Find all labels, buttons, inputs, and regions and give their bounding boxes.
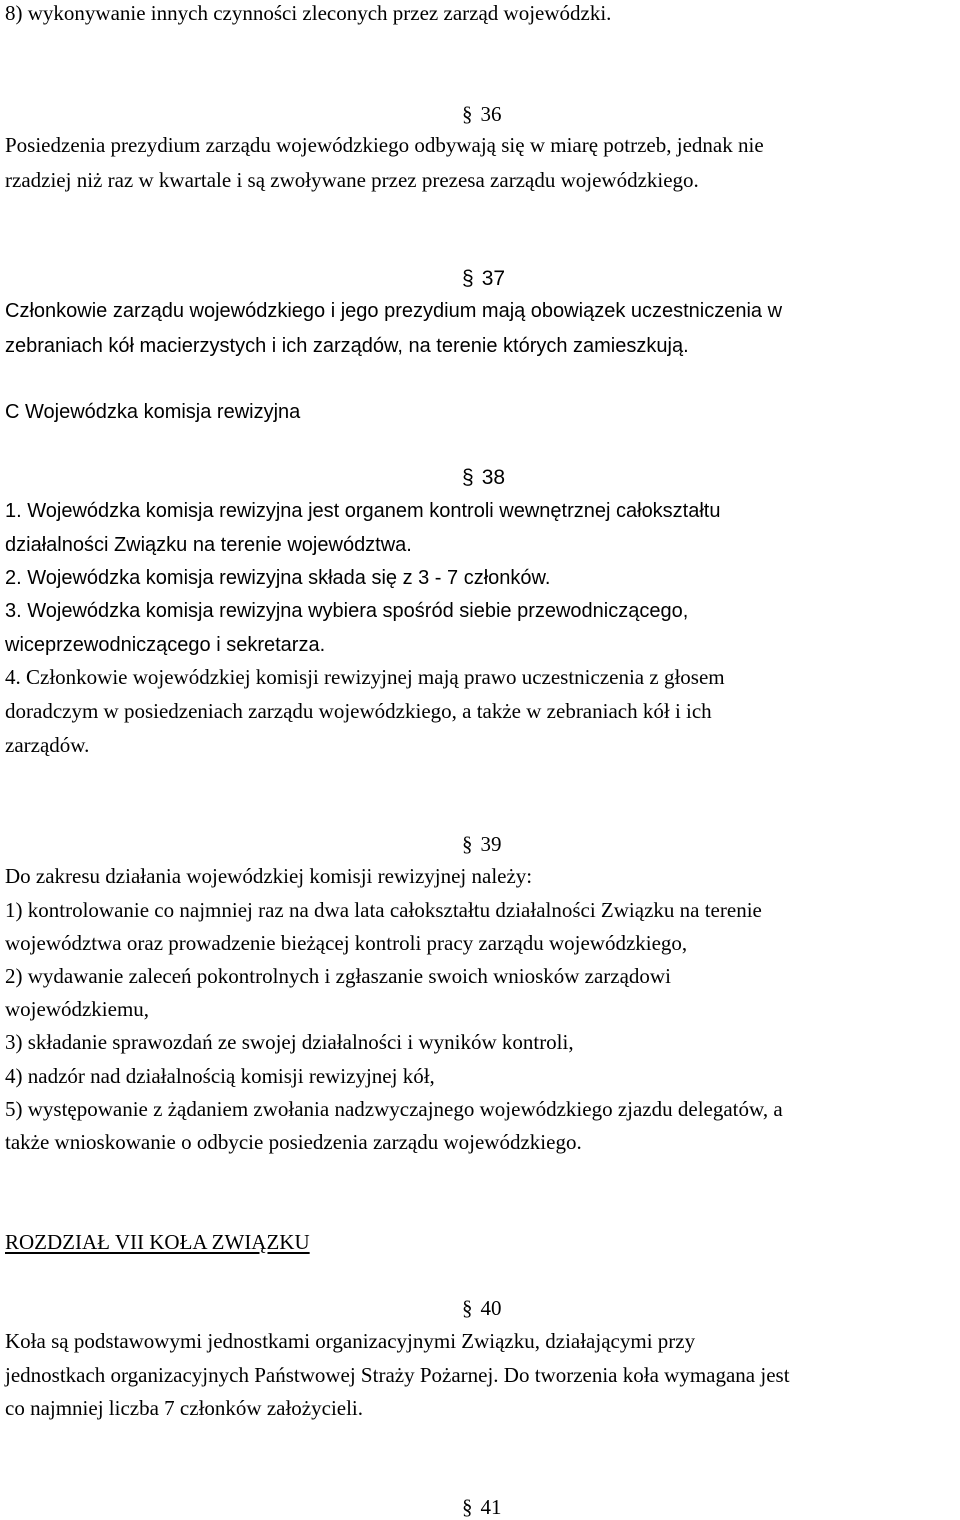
paragraph-heading-41 bbox=[462, 1494, 502, 1520]
paragraph-number: 40 bbox=[480, 1296, 502, 1320]
list-item: 5) występowanie z żądaniem zwołania nadzwyczajnego wojewódzkiego zjazdu delegatów, a bbox=[5, 1097, 783, 1121]
paragraph-number: 41 bbox=[480, 1495, 502, 1519]
section-symbol: § bbox=[462, 466, 474, 489]
paragraph-heading-36 bbox=[462, 101, 502, 127]
paragraph-number: 39 bbox=[480, 832, 502, 856]
text-line: Do zakresu działania wojewódzkiej komisji rewizyjnej należy: bbox=[5, 864, 533, 888]
text-line: także wnioskowanie o odbycie posiedzenia zarządu wojewódzkiego. bbox=[5, 1130, 582, 1154]
list-item: 4. Członkowie wojewódzkiej komisji rewizyjnej mają prawo uczestniczenia z głosem bbox=[5, 665, 725, 689]
paragraph-number: 38 bbox=[481, 466, 506, 489]
paragraph-heading-40 bbox=[462, 1295, 502, 1321]
paragraph-number: 36 bbox=[480, 102, 502, 126]
text-line: 8) wykonywanie innych czynności zleconych przez zarząd wojewódzki. bbox=[5, 1, 612, 25]
text-line: rzadziej niż raz w kwartale i są zwoływane przez prezesa zarządu wojewódzkiego. bbox=[5, 168, 699, 192]
section-symbol: § bbox=[462, 1495, 473, 1519]
section-heading: C Wojewódzka komisja rewizyjna bbox=[5, 401, 301, 423]
section-symbol: § bbox=[462, 832, 473, 856]
text-line: Posiedzenia prezydium zarządu wojewódzkiego odbywają się w miarę potrzeb, jednak nie bbox=[5, 133, 764, 157]
section-symbol: § bbox=[462, 1296, 473, 1320]
list-item: 3) składanie sprawozdań ze swojej działalności i wyników kontroli, bbox=[5, 1030, 574, 1054]
list-item: 1) kontrolowanie co najmniej raz na dwa lata całokształtu działalności Związku na terenie bbox=[5, 898, 762, 922]
text-line: wojewódzkiemu, bbox=[5, 997, 150, 1021]
text-line: zarządów. bbox=[5, 733, 90, 757]
list-item: 3. Wojewódzka komisja rewizyjna wybiera spośród siebie przewodniczącego, bbox=[5, 600, 689, 622]
list-item: 4) nadzór nad działalnością komisji rewizyjnej kół, bbox=[5, 1064, 435, 1088]
text-line: co najmniej liczba 7 członków założycieli. bbox=[5, 1396, 364, 1420]
text-line: jednostkach organizacyjnych Państwowej Straży Pożarnej. Do tworzenia koła wymagana jest bbox=[5, 1363, 790, 1387]
paragraph-heading-37 bbox=[462, 266, 505, 292]
list-item: 2. Wojewódzka komisja rewizyjna składa się z 3 - 7 członków. bbox=[5, 567, 551, 589]
text-line: Członkowie zarządu wojewódzkiego i jego prezydium mają obowiązek uczestniczenia w bbox=[5, 300, 783, 322]
text-line: działalności Związku na terenie województwa. bbox=[5, 534, 412, 556]
section-symbol: § bbox=[462, 102, 473, 126]
chapter-heading: ROZDZIAŁ VII KOŁA ZWIĄZKU bbox=[5, 1230, 310, 1254]
text-line: doradczym w posiedzeniach zarządu wojewódzkiego, a także w zebraniach kół i ich bbox=[5, 699, 712, 723]
list-item: 2) wydawanie zaleceń pokontrolnych i zgłaszanie swoich wniosków zarządowi bbox=[5, 964, 671, 988]
paragraph-number: 37 bbox=[481, 267, 506, 290]
section-symbol: § bbox=[462, 267, 474, 290]
text-line: zebraniach kół macierzystych i ich zarządów, na terenie których zamieszkują. bbox=[5, 335, 689, 357]
text-line: wiceprzewodniczącego i sekretarza. bbox=[5, 634, 326, 656]
text-line: Koła są podstawowymi jednostkami organizacyjnymi Związku, działającymi przy bbox=[5, 1329, 696, 1353]
text-line: województwa oraz prowadzenie bieżącej kontroli pracy zarządu wojewódzkiego, bbox=[5, 931, 688, 955]
list-item: 1. Wojewódzka komisja rewizyjna jest organem kontroli wewnętrznej całokształtu bbox=[5, 500, 721, 522]
paragraph-heading-39 bbox=[462, 831, 502, 857]
paragraph-heading-38 bbox=[462, 465, 505, 491]
